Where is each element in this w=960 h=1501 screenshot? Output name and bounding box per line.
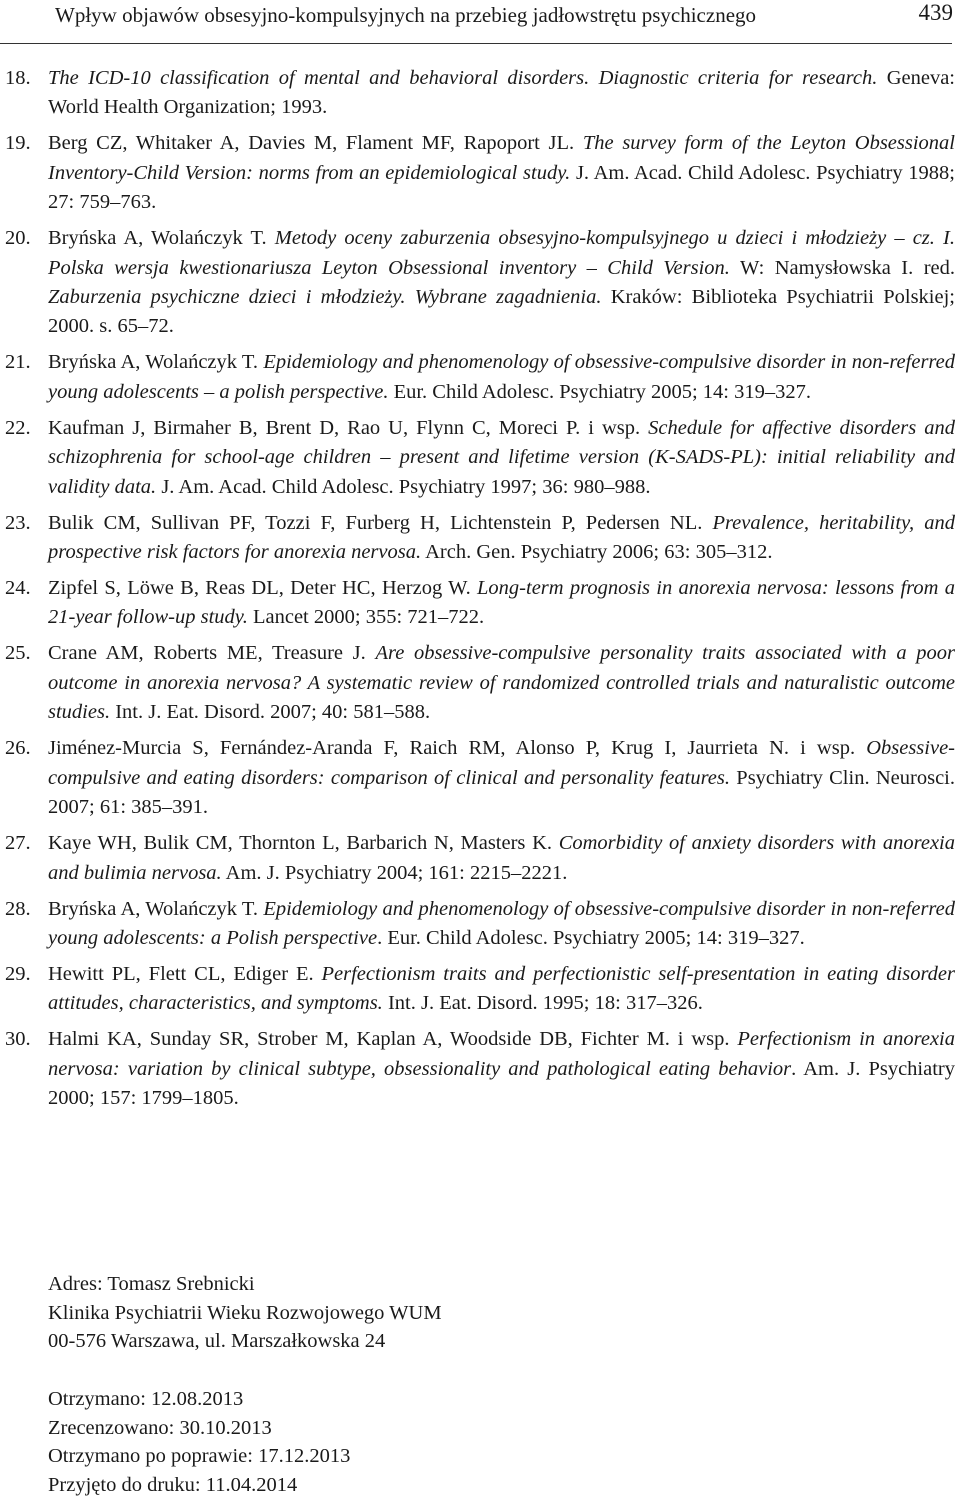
reference-title: Long-term prognosis in anorexia nervosa: lessons from a 21-year follow-up study. [48, 577, 955, 629]
reference-item [0, 574, 955, 633]
accepted-date: Przyjęto do druku: 11.04.2014 [48, 1473, 298, 1496]
reference-item [0, 895, 955, 954]
reference-text: Eur. Child Adolesc. Psychiatry 2005; 14: 319–327. [388, 380, 811, 403]
reference-text: Bryńska A, Wolańczyk T. [48, 897, 264, 920]
reference-item [0, 829, 955, 888]
reference-title: Perfectionism traits and perfectionistic self-presentation in eating disorder attitudes, characteristics, and symptoms. [48, 962, 955, 1015]
reference-title: Metody oceny zaburzenia obsesyjno-kompulsyjnego u dzieci i młodzieży – cz. I. Polska wersja kwestionariusza Leyton Obsessional inventory – Child Version. [48, 227, 955, 279]
reference-text: Geneva: World Health Organization; 1993. [48, 67, 956, 119]
reference-item [0, 129, 955, 217]
reference-item [0, 414, 955, 502]
reference-text: W: Namysłowska I. red. [729, 256, 955, 279]
reference-list [0, 64, 960, 1120]
reference-title: Comorbidity of anxiety disorders with anorexia and bulimia nervosa. [48, 832, 955, 884]
reference-text: Am. J. Psychiatry 2004; 161: 2215–2221. [221, 861, 568, 884]
reference-number: 23. [5, 511, 31, 534]
header-rule [0, 43, 952, 44]
reference-item [0, 960, 955, 1019]
reference-title: Epidemiology and phenomenology of obsessive-compulsive disorder in non-referred young adolescents: a Polish perspective [48, 897, 955, 949]
reference-text: Kaufman J, Birmaher B, Brent D, Rao U, Flynn C, Moreci P. i wsp. [48, 416, 649, 439]
reference-item [0, 64, 955, 123]
reference-number: 20. [5, 227, 31, 250]
reference-number: 30. [5, 1028, 31, 1051]
reference-text: . Am. J. Psychiatry 2000; 157: 1799–1805. [48, 1057, 955, 1110]
reference-title: Epidemiology and phenomenology of obsessive-compulsive disorder in non-referred young adolescents – a polish perspective. [48, 351, 955, 403]
reference-item [0, 348, 955, 407]
received-date: Otrzymano: 12.08.2013 [48, 1388, 244, 1410]
reference-title: Zaburzenia psychiczne dzieci i młodzieży. Wybrane zagadnienia. [48, 286, 602, 309]
reference-text: Hewitt PL, Flett CL, Ediger E. [48, 962, 322, 985]
reference-title: Schedule for affective disorders and schizophrenia for school-age children – present and lifetime version (K-SADS-PL): initial reliability and validity data. [48, 416, 955, 498]
reference-number: 27. [5, 832, 31, 855]
running-head [55, 0, 955, 42]
reference-text: Int. J. Eat. Disord. 1995; 18: 317–326. [382, 992, 703, 1015]
reference-number: 29. [5, 962, 31, 985]
reference-text: Bryńska A, Wolańczyk T. [48, 227, 275, 250]
reviewed-date: Zrecenzowano: 30.10.2013 [48, 1416, 272, 1439]
reference-text: J. Am. Acad. Child Adolesc. Psychiatry 1988; 27: 759–763. [48, 161, 955, 214]
correspondence-address [48, 1270, 442, 1356]
page-number: 439 [918, 0, 953, 25]
reference-text: Halmi KA, Sunday SR, Strober M, Kaplan A, Woodside DB, Fichter M. i wsp. [48, 1028, 738, 1051]
reference-number: 24. [5, 577, 31, 600]
reference-number: 21. [5, 351, 31, 374]
reference-title: Perfectionism in anorexia nervosa: variation by clinical subtype, obsessionality and pathological eating behavior [48, 1028, 955, 1080]
reference-text: J. Am. Acad. Child Adolesc. Psychiatry 1997; 36: 980–988. [156, 475, 651, 498]
reference-text: Crane AM, Roberts ME, Treasure J. [48, 642, 376, 665]
reference-text: Lancet 2000; 355: 721–722. [247, 606, 485, 629]
reference-text: Berg CZ, Whitaker A, Davies M, Flament MF, Rapoport JL. [48, 132, 583, 155]
reference-text: Bryńska A, Wolańczyk T. [48, 351, 264, 374]
reference-number: 28. [5, 897, 31, 920]
reference-title: The survey form of the Leyton Obsessional Inventory-Child Version: norms from an epidemiological study. [48, 132, 955, 184]
reference-item [0, 1025, 955, 1113]
reference-text: Int. J. Eat. Disord. 2007; 40: 581–588. [110, 701, 431, 724]
reference-number: 18. [5, 67, 31, 89]
editorial-dates [48, 1385, 350, 1499]
revised-date: Otrzymano po poprawie: 17.12.2013 [48, 1445, 351, 1467]
reference-title: Obsessive-compulsive and eating disorders: comparison of clinical and personality features. [48, 737, 955, 789]
reference-text: Jiménez-Murcia S, Fernández-Aranda F, Raich RM, Alonso P, Krug I, Jaurrieta N. i wsp. [48, 737, 867, 760]
reference-title: Are obsessive-compulsive personality traits associated with a poor outcome in anorexia nervosa? A systematic review of randomized controlled trials and naturalistic outcome studies. [48, 642, 955, 724]
reference-text: Zipfel S, Löwe B, Reas DL, Deter HC, Herzog W. [48, 577, 478, 600]
address-line: 00-576 Warszawa, ul. Marszałkowska 24 [48, 1330, 386, 1352]
reference-item [0, 639, 955, 727]
address-line: Adres: Tomasz Srebnicki [48, 1273, 255, 1295]
reference-number: 25. [5, 642, 31, 665]
reference-number: 19. [5, 132, 31, 155]
reference-title: The ICD-10 classification of mental and behavioral disorders. Diagnostic criteria for research. [48, 67, 878, 89]
reference-text: Arch. Gen. Psychiatry 2006; 63: 305–312. [421, 541, 773, 564]
reference-text: Kraków: Biblioteka Psychiatrii Polskiej; 2000. s. 65–72. [48, 286, 955, 338]
reference-text: Kaye WH, Bulik CM, Thornton L, Barbarich N, Masters K. [48, 832, 559, 855]
reference-text: . Eur. Child Adolesc. Psychiatry 2005; 14: 319–327. [377, 926, 805, 949]
reference-item [0, 224, 955, 342]
reference-number: 22. [5, 416, 31, 439]
reference-text: Psychiatry Clin. Neurosci. 2007; 61: 385–391. [48, 766, 955, 819]
running-head-title: Wpływ objawów obsesyjno-kompulsyjnych na przebieg jadłowstrętu psychicznego [55, 3, 757, 27]
reference-item [0, 734, 955, 822]
address-line: Klinika Psychiatrii Wieku Rozwojowego WUM [48, 1301, 442, 1324]
reference-item [0, 509, 955, 568]
reference-number: 26. [5, 737, 31, 760]
reference-text: Bulik CM, Sullivan PF, Tozzi F, Furberg H, Lichtenstein P, Pedersen NL. [48, 511, 713, 534]
reference-title: Prevalence, heritability, and prospective risk factors for anorexia nervosa. [48, 511, 955, 564]
